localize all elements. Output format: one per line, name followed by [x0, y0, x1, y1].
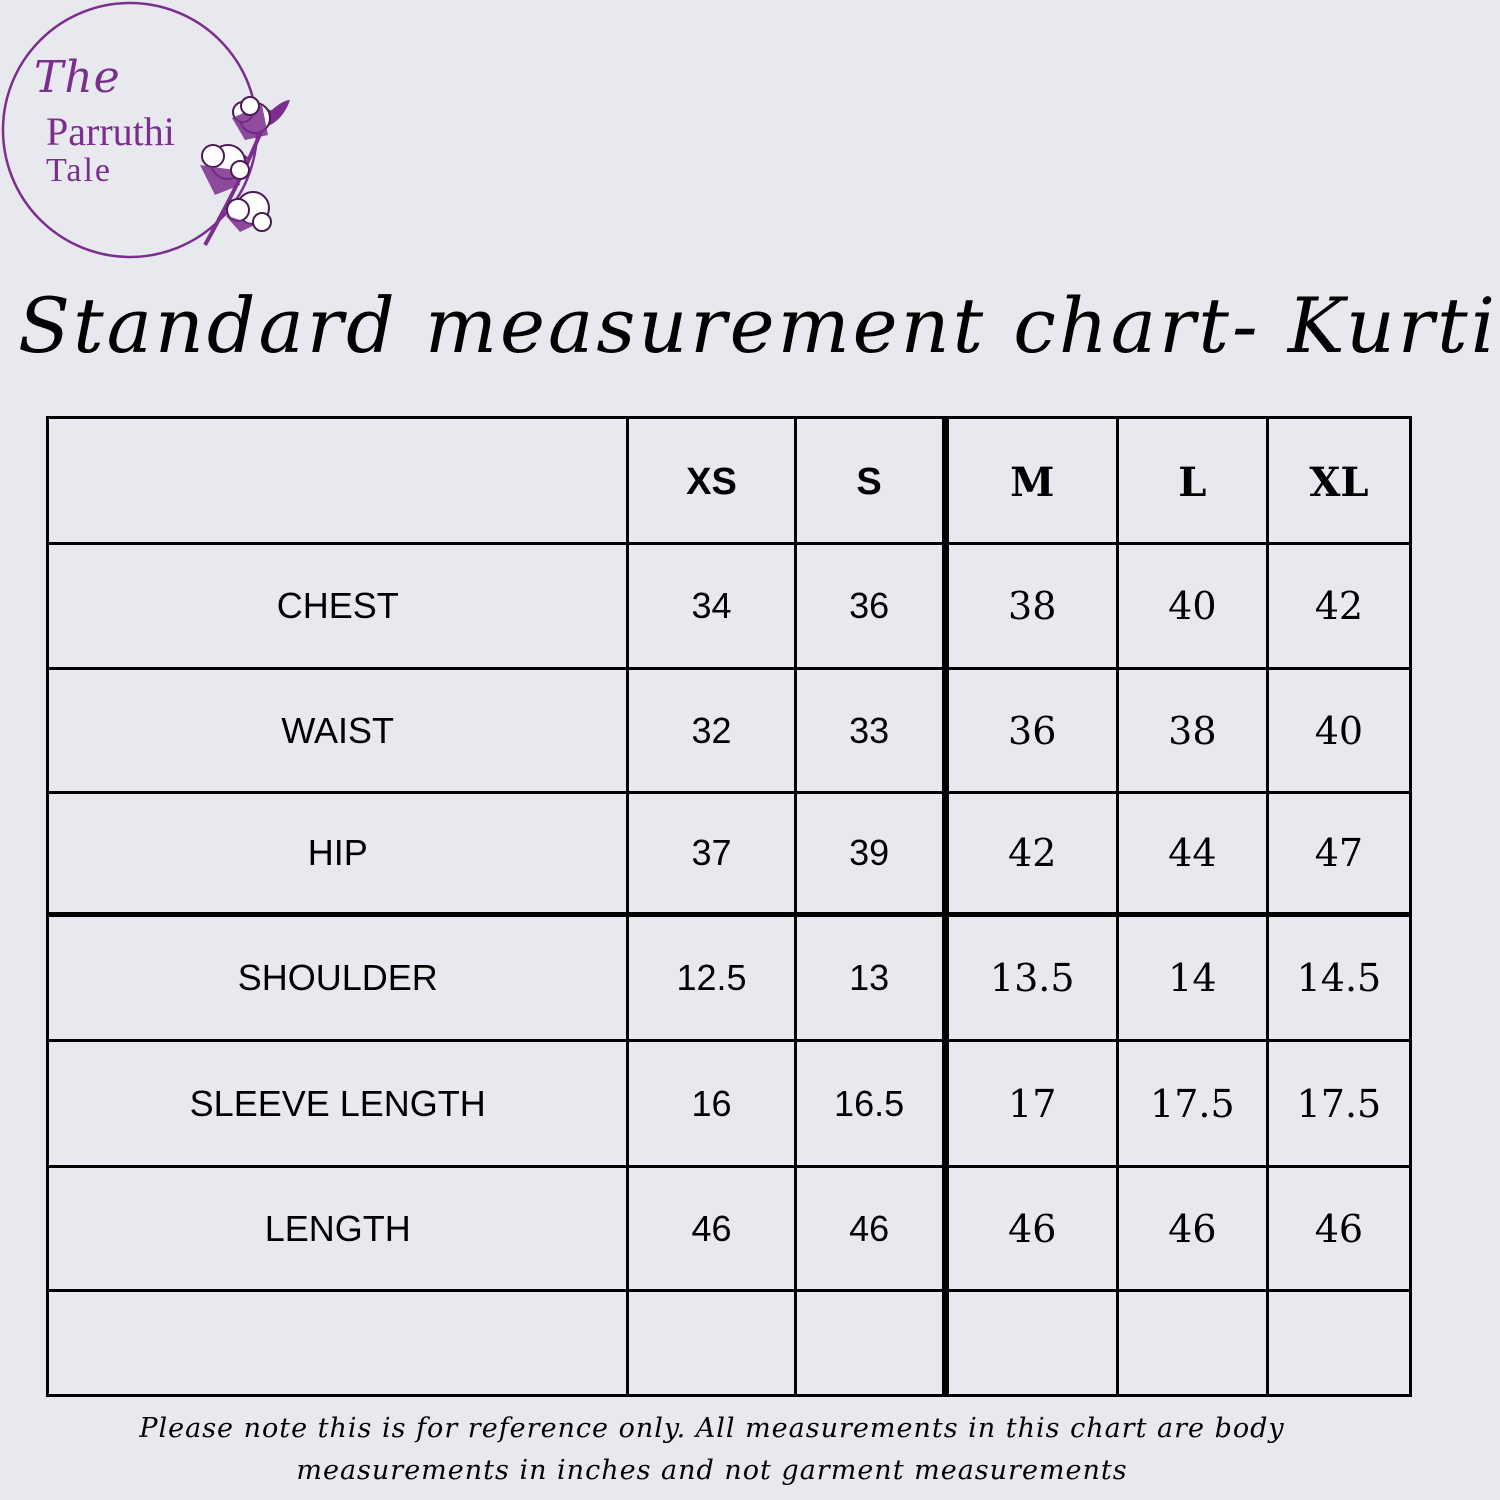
table-cell: 16.5	[795, 1041, 945, 1167]
table-cell: 38	[945, 544, 1117, 669]
header-empty-cell	[48, 418, 628, 544]
header-size-m: M	[945, 418, 1117, 544]
measurement-table	[46, 416, 1412, 1397]
table-cell: 16	[628, 1041, 795, 1167]
table-cell: 42	[945, 793, 1117, 915]
cotton-flower-icon	[200, 145, 249, 195]
table-cell: 40	[1117, 544, 1267, 669]
table-cell: 46	[1267, 1167, 1410, 1291]
table-row	[48, 669, 1411, 793]
page-title: Standard measurement chart- Kurti	[18, 281, 1499, 370]
row-label-hip: HIP	[48, 793, 628, 915]
row-label-waist: WAIST	[48, 669, 628, 793]
table-row	[48, 1167, 1411, 1291]
table-cell: 14	[1117, 915, 1267, 1041]
table-cell: 17	[945, 1041, 1117, 1167]
table-cell: 32	[628, 669, 795, 793]
table-cell: 38	[1117, 669, 1267, 793]
table-cell: 44	[1117, 793, 1267, 915]
empty-cell	[1117, 1291, 1267, 1396]
table-cell: 36	[945, 669, 1117, 793]
table-row	[48, 915, 1411, 1041]
table-cell: 12.5	[628, 915, 795, 1041]
empty-cell	[48, 1291, 628, 1396]
table-row	[48, 544, 1411, 669]
header-size-xl: XL	[1267, 418, 1410, 544]
logo-name: Parruthi	[46, 109, 175, 154]
table-cell: 47	[1267, 793, 1410, 915]
header-size-l: L	[1117, 418, 1267, 544]
table-header-row	[48, 418, 1411, 544]
table-cell: 46	[1117, 1167, 1267, 1291]
header-size-s: S	[795, 418, 945, 544]
table-cell: 33	[795, 669, 945, 793]
row-label-chest: CHEST	[48, 544, 628, 669]
row-label-sleeve-length: SLEEVE LENGTH	[48, 1041, 628, 1167]
table-cell: 37	[628, 793, 795, 915]
table-cell: 42	[1267, 544, 1410, 669]
logo-the: The	[34, 52, 121, 103]
brand-logo	[0, 0, 300, 270]
row-label-length: LENGTH	[48, 1167, 628, 1291]
header-size-xs: XS	[628, 418, 795, 544]
table-cell: 36	[795, 544, 945, 669]
table-cell: 46	[945, 1167, 1117, 1291]
logo-tale: Tale	[46, 152, 113, 189]
table-cell: 46	[628, 1167, 795, 1291]
table-row	[48, 793, 1411, 915]
table-row	[48, 1041, 1411, 1167]
table-cell: 13	[795, 915, 945, 1041]
table-cell: 39	[795, 793, 945, 915]
empty-cell	[945, 1291, 1117, 1396]
footnote-line-1: Please note this is for reference only. All measurements in this chart are body	[139, 1413, 1285, 1444]
empty-cell	[628, 1291, 795, 1396]
empty-cell	[1267, 1291, 1410, 1396]
table-cell: 34	[628, 544, 795, 669]
table-cell: 13.5	[945, 915, 1117, 1041]
empty-cell	[795, 1291, 945, 1396]
table-cell: 14.5	[1267, 915, 1410, 1041]
cotton-flower-icon	[232, 97, 270, 140]
row-label-shoulder: SHOULDER	[48, 915, 628, 1041]
table-cell: 46	[795, 1167, 945, 1291]
table-cell: 40	[1267, 669, 1410, 793]
table-cell: 17.5	[1117, 1041, 1267, 1167]
table-cell: 17.5	[1267, 1041, 1410, 1167]
footnote-line-2: measurements in inches and not garment measurements	[296, 1455, 1128, 1486]
empty-table-row	[48, 1291, 1411, 1396]
footnote	[0, 1408, 1424, 1492]
